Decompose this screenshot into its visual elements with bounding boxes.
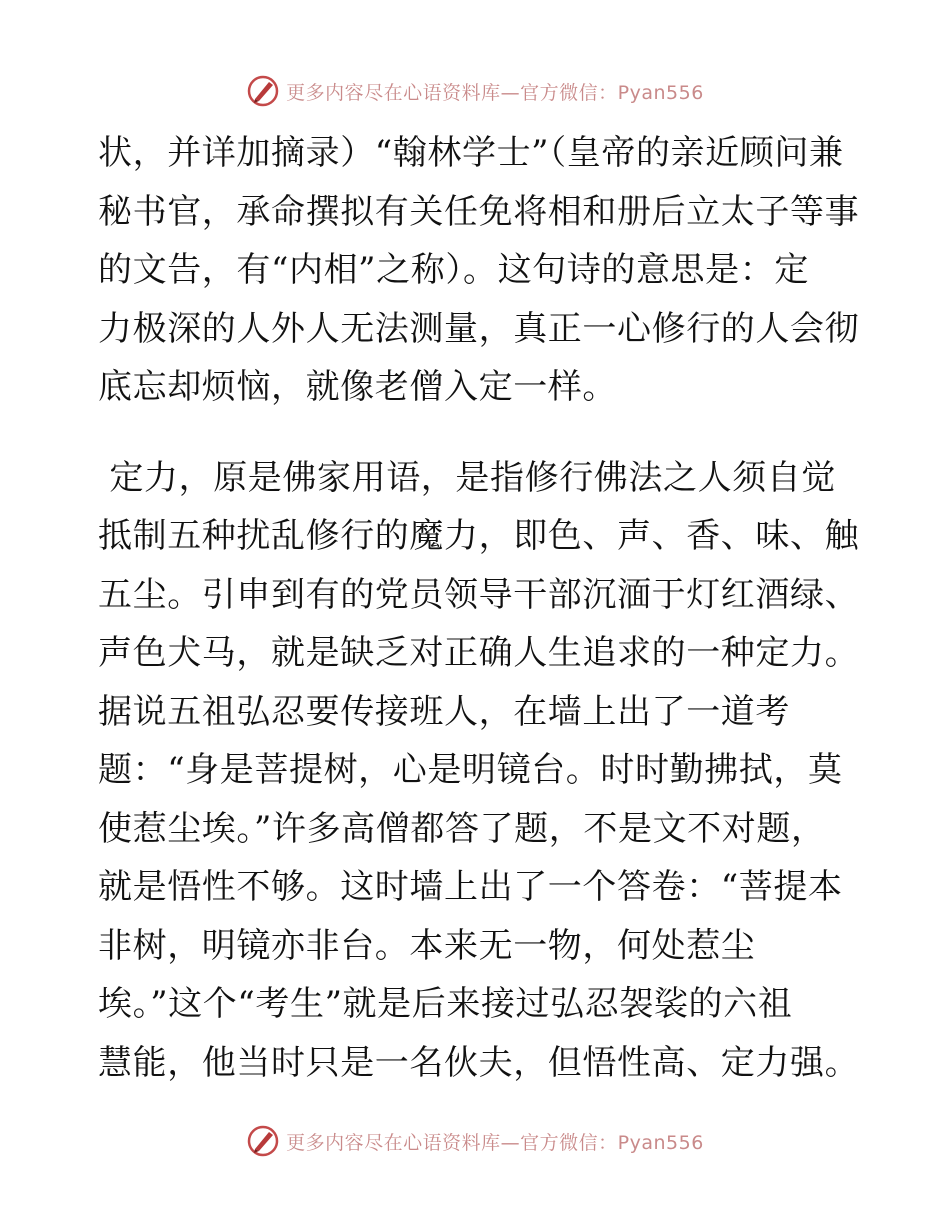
paragraph-gap [98, 417, 854, 449]
text-line: 的文告，有“内相”之称）。这句诗的意思是：定 [98, 250, 809, 290]
paragraph [98, 449, 860, 1093]
text-line: 秘书官，承命撰拟有关任免将相和册后立太子等事 [98, 191, 860, 232]
text-line: 底忘却烦恼，就像老僧入定一样。 [98, 367, 617, 407]
text-line: 声色犬马，就是缺乏对正确人生追求的一种定力。 [98, 633, 860, 673]
pen-circle-logo-icon [246, 74, 280, 108]
paragraph [98, 124, 860, 417]
document-body [98, 124, 860, 1092]
text-line: 据说五祖弘忍要传接班人，在墙上出了一道考 [98, 691, 790, 732]
text-line: 五尘。引申到有的党员领导干部沉湎于灯红酒绿、 [98, 574, 860, 615]
banner-text: 更多内容尽在心语资料库—官方微信：Pyan556 [286, 81, 704, 104]
text-line: 状，并详加摘录）“翰林学士”（皇帝的亲近顾问兼 [98, 133, 844, 173]
text-line: 力极深的人外人无法测量，真正一心修行的人会彻 [98, 308, 860, 349]
text-line: 慧能，他当时只是一名伙夫，但悟性高、定力强。 [98, 1042, 860, 1083]
text-line: 埃。”这个“考生”就是后来接过弘忍袈裟的六祖 [98, 984, 793, 1024]
footer-banner [0, 1121, 950, 1161]
text-line: 题：“身是菩提树，心是明镜台。时时勤拂拭，莫 [98, 750, 843, 790]
text-line: 就是悟性不够。这时墙上出了一个答卷：“菩提本 [98, 867, 843, 907]
text-line: 定力，原是佛家用语，是指修行佛法之人须自觉 [98, 457, 837, 498]
text-line: 抵制五种扰乱修行的魔力，即色、声、香、味、触 [98, 516, 860, 556]
text-line: 使惹尘埃。”许多高僧都答了题，不是文不对题， [98, 808, 826, 849]
text-line: 非树，明镜亦非台。本来无一物，何处惹尘 [98, 925, 756, 966]
banner-text: 更多内容尽在心语资料库—官方微信：Pyan556 [286, 1131, 704, 1154]
pen-circle-logo-icon [246, 1124, 280, 1158]
header-banner [0, 71, 950, 111]
